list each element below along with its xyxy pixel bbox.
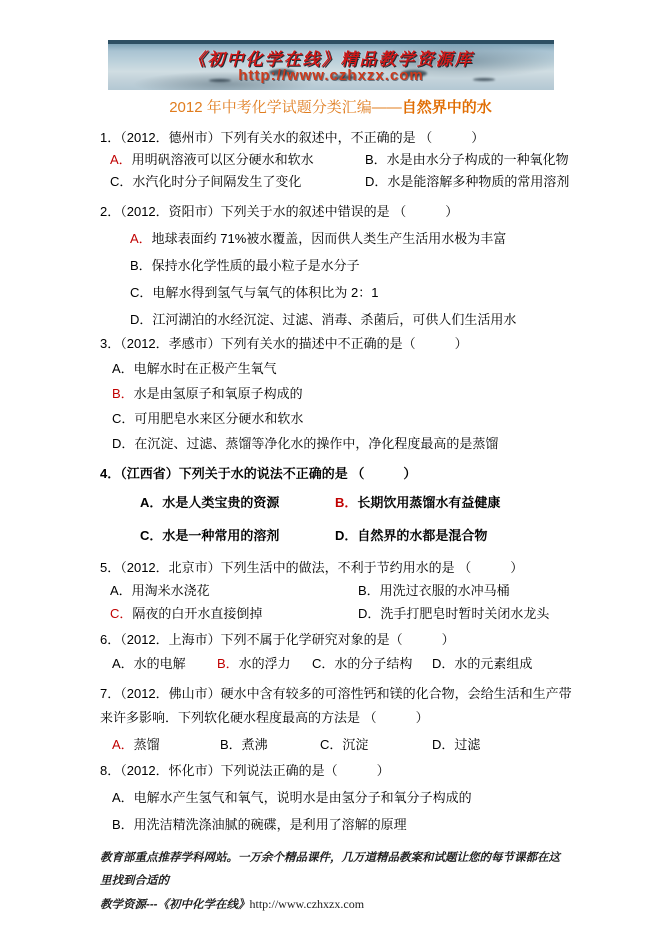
option-group	[100, 151, 572, 191]
option-text: 保持水化学性质的最小粒子是水分子	[151, 258, 360, 273]
option-text: 过滤	[454, 737, 481, 752]
option-item	[365, 173, 572, 191]
option-text: 地球表面约 71%被水覆盖，因而供人类生产生活用水极为丰富	[151, 231, 507, 246]
option-label: C．	[140, 528, 163, 543]
option-item	[140, 494, 335, 512]
option-group	[100, 360, 572, 453]
option-text: 电解水时在正极产生氧气	[133, 361, 277, 376]
question-stem: 2．（2012．资阳市）下列关于水的叙述中错误的是 （ ）	[100, 204, 459, 219]
option-label: B．	[112, 386, 134, 401]
option-label: A．	[112, 361, 134, 376]
option-text: 水是能溶解多种物质的常用溶剂	[387, 174, 570, 189]
option-text: 水的分子结构	[334, 656, 413, 671]
question-stem: 7．（2012．佛山市）硬水中含有较多的可溶性钙和镁的化合物，会给生活和生产带来许多影响．下列软化硬水程度最高的方法是 （ ）	[100, 686, 572, 725]
footer-line-1: 教育部重点推荐学科网站。一万余个精品课件，几万道精品教案和试题让您的每节课都在这里找到合适的	[100, 852, 560, 887]
option-item	[112, 385, 572, 403]
option-text: 自然界的水都是混合物	[357, 528, 488, 543]
option-label: D．	[130, 312, 153, 327]
option-label: D．	[335, 528, 358, 543]
option-label: D．	[432, 656, 455, 671]
option-text: 用洗过衣服的水冲马桶	[379, 583, 510, 598]
question-6	[100, 631, 572, 673]
option-text: 隔夜的白开水直接倒掉	[132, 606, 263, 621]
option-group	[100, 789, 572, 834]
option-item	[130, 311, 572, 329]
option-text: 电解水产生氢气和氧气，说明水是由氢分子和氧分子构成的	[133, 790, 472, 805]
option-item	[432, 655, 532, 673]
option-label: A．	[112, 656, 134, 671]
option-item	[110, 151, 365, 169]
footer-line-2-text: 教学资源---《初中化学在线》	[100, 899, 250, 911]
page-title-topic: 自然界中的水	[401, 99, 492, 116]
page-title	[0, 96, 661, 117]
option-group	[100, 230, 572, 329]
option-label: D．	[365, 174, 388, 189]
banner-top-strip	[108, 40, 554, 44]
option-label: C．	[130, 285, 153, 300]
option-text: 沉淀	[342, 737, 369, 752]
option-label: C．	[320, 737, 343, 752]
option-text: 用淘米水浇花	[131, 583, 210, 598]
option-text: 水的电解	[133, 656, 186, 671]
option-group	[100, 582, 572, 623]
question-1	[100, 129, 572, 191]
question-4	[100, 465, 572, 545]
option-label: B．	[112, 817, 134, 832]
question-stem: 5．（2012．北京市）下列生活中的做法，不利于节约用水的是 （ ）	[100, 560, 524, 575]
question-list	[100, 126, 572, 834]
option-item	[365, 151, 572, 169]
option-item	[110, 605, 358, 623]
question-stem: 1．（2012．德州市）下列有关水的叙述中，不正确的是 （ ）	[100, 130, 485, 145]
option-item	[220, 736, 320, 754]
option-item	[140, 527, 335, 545]
option-label: B．	[365, 152, 387, 167]
option-label: A．	[130, 231, 152, 246]
option-label: D．	[112, 436, 135, 451]
site-banner-image	[108, 40, 554, 90]
option-label: C．	[110, 174, 133, 189]
option-item	[112, 789, 572, 807]
option-item	[217, 655, 312, 673]
option-item	[335, 527, 572, 545]
option-text: 长期饮用蒸馏水有益健康	[357, 495, 501, 510]
option-item	[432, 736, 480, 754]
option-item	[112, 655, 217, 673]
option-item	[112, 360, 572, 378]
option-item	[312, 655, 432, 673]
option-item	[130, 284, 572, 302]
option-text: 用明矾溶液可以区分硬水和软水	[131, 152, 314, 167]
option-label: A．	[112, 737, 134, 752]
option-label: A．	[110, 583, 132, 598]
option-item	[112, 410, 572, 428]
question-stem: 6．（2012．上海市）下列不属于化学研究对象的是（ ）	[100, 632, 455, 647]
option-label: C．	[110, 606, 133, 621]
option-label: D．	[358, 606, 381, 621]
option-text: 可用肥皂水来区分硬水和软水	[134, 411, 304, 426]
option-label: A．	[110, 152, 132, 167]
option-text: 水的浮力	[238, 656, 291, 671]
option-label: C．	[112, 411, 135, 426]
option-text: 水汽化时分子间隔发生了变化	[132, 174, 302, 189]
option-item	[358, 605, 572, 623]
option-text: 水是人类宝贵的资源	[162, 495, 280, 510]
option-label: B．	[335, 495, 358, 510]
question-stem: 8．（2012．怀化市）下列说法正确的是（ ）	[100, 763, 390, 778]
option-text: 水的元素组成	[454, 656, 533, 671]
option-text: 水是一种常用的溶剂	[162, 528, 280, 543]
option-item	[110, 173, 365, 191]
option-item	[130, 257, 572, 275]
option-group	[100, 736, 572, 754]
option-text: 蒸馏	[133, 737, 160, 752]
option-label: B．	[220, 737, 242, 752]
page-title-prefix: 2012 年中考化学试题分类汇编——	[169, 99, 402, 116]
option-label: A．	[112, 790, 134, 805]
option-label: B．	[130, 258, 152, 273]
option-text: 电解水得到氢气与氧气的体积比为 2：1	[152, 285, 379, 300]
option-item	[320, 736, 432, 754]
footer	[100, 847, 562, 917]
question-8	[100, 762, 572, 834]
option-label: C．	[312, 656, 335, 671]
option-text: 在沉淀、过滤、蒸馏等净化水的操作中，净化程度最高的是蒸馏	[134, 436, 499, 451]
option-text: 煮沸	[241, 737, 268, 752]
option-item	[130, 230, 572, 248]
option-text: 水是由水分子构成的一种氧化物	[386, 152, 569, 167]
option-item	[112, 435, 572, 453]
option-item	[110, 582, 358, 600]
footer-site-url: http://www.czhxzx.com	[249, 897, 365, 911]
option-text: 用洗洁精洗涤油腻的碗碟，是利用了溶解的原理	[133, 817, 407, 832]
banner-site-title: 《初中化学在线》精品教学资源库	[188, 50, 474, 69]
question-7	[100, 682, 572, 754]
option-label: B．	[217, 656, 239, 671]
question-5	[100, 559, 572, 623]
option-label: A．	[140, 495, 163, 510]
question-stem: 4．（江西省）下列关于水的说法不正确的是 （ ）	[100, 466, 417, 481]
banner-site-url: http://www.czhxzx.com	[238, 67, 424, 84]
option-label: B．	[358, 583, 380, 598]
footer-line-2	[100, 893, 562, 917]
question-stem: 3．（2012．孝感市）下列有关水的描述中不正确的是（ ）	[100, 336, 468, 351]
option-text: 江河湖泊的水经沉淀、过滤、消毒、杀菌后，可供人们生活用水	[152, 312, 517, 327]
option-group	[100, 494, 572, 545]
question-2	[100, 203, 572, 329]
option-group	[100, 655, 572, 673]
option-item	[358, 582, 572, 600]
option-label: D．	[432, 737, 455, 752]
option-text: 水是由氢原子和氧原子构成的	[133, 386, 303, 401]
option-text: 洗手打肥皂时暂时关闭水龙头	[380, 606, 550, 621]
option-item	[112, 816, 572, 834]
option-item	[112, 736, 220, 754]
option-item	[335, 494, 572, 512]
question-3	[100, 335, 572, 453]
